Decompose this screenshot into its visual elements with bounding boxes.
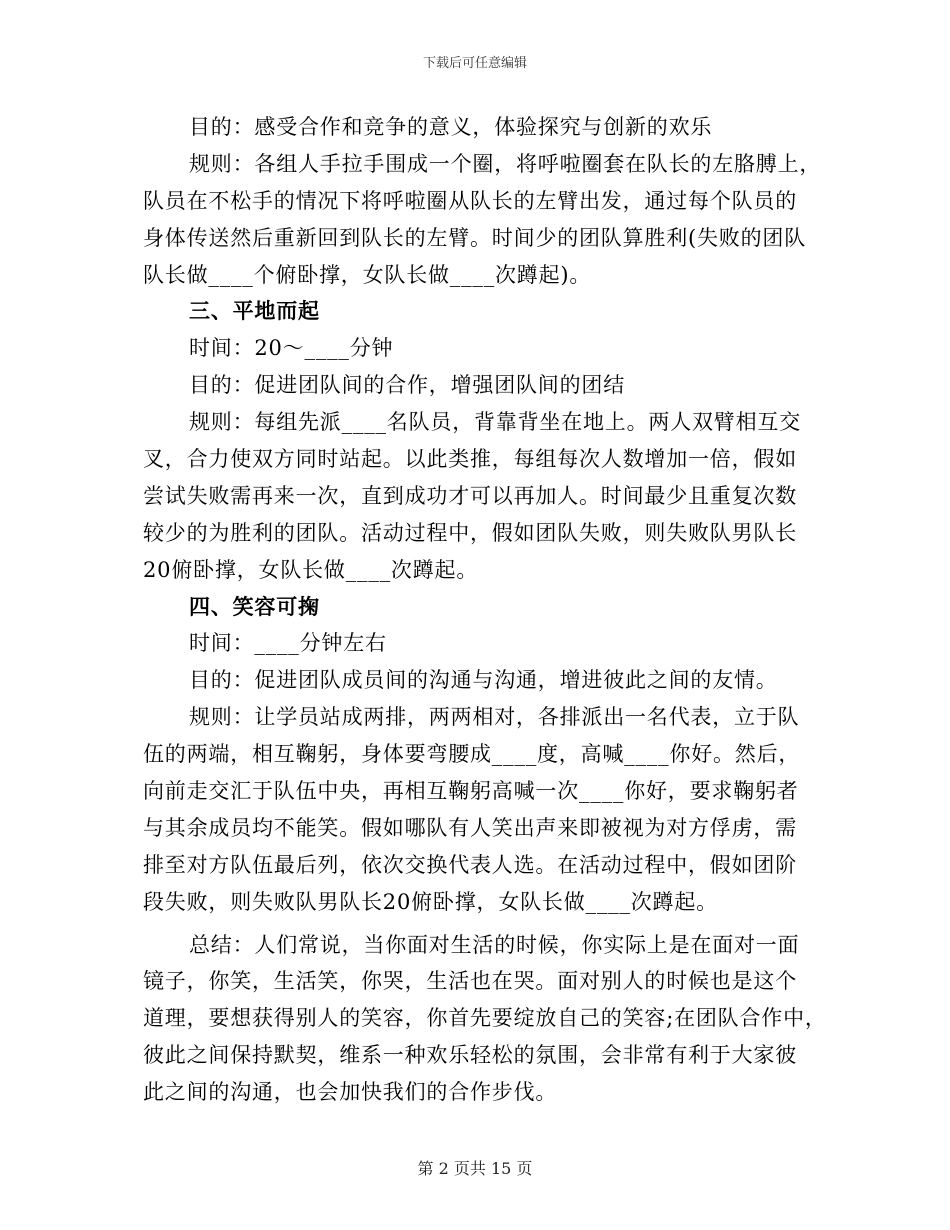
paragraph-rule-line: 段失败，则失败队男队长20俯卧撑，女队长做____次蹲起。 — [143, 889, 718, 914]
summary-line: 镜子，你笑，生活笑，你哭，生活也在哭。面对别人的时候也是这个 — [143, 969, 797, 994]
paragraph-time-line: 时间：____分钟左右 — [189, 631, 387, 656]
paragraph-rule-line: 规则：各组人手拉手围成一个圈，将呼啦圈套在队长的左胳膊上， — [189, 151, 822, 176]
paragraph-time-line: 时间：20～____分钟 — [189, 336, 394, 361]
summary-line: 彼此之间保持默契，维系一种欢乐轻松的氛围，会非常有利于大家彼 — [143, 1043, 797, 1068]
paragraph-rule-line: 规则：每组先派____名队员，背靠背坐在地上。两人双臂相互交 — [189, 410, 801, 435]
paragraph-rule-line: 规则：让学员站成两排，两两相对，各排派出一名代表，立于队 — [189, 705, 800, 730]
paragraph-rule-line: 队员在不松手的情况下将呼啦圈从队长的左臂出发，通过每个队员的 — [143, 188, 797, 213]
paragraph-rule-line: 叉，合力使双方同时站起。以此类推，每组每次人数增加一倍，假如 — [143, 447, 797, 472]
paragraph-purpose-line: 目的：促进团队间的合作，增强团队间的团结 — [189, 373, 625, 398]
paragraph-rule-line: 较少的为胜利的团队。活动过程中，假如团队失败，则失败队男队长 — [143, 520, 797, 545]
document-body — [143, 109, 827, 1111]
page-header: 下载后可任意编辑 — [422, 56, 527, 71]
paragraph-rule-line: 尝试失败需再来一次，直到成功才可以再加人。时间最少且重复次数 — [143, 483, 797, 508]
page-footer: 第 2 页共 15 页 — [417, 1159, 533, 1178]
paragraph-rule-line: 队长做____个俯卧撑，女队长做____次蹲起)。 — [143, 262, 592, 287]
paragraph-rule-line: 与其余成员均不能笑。假如哪队有人笑出声来即被视为对方俘虏，需 — [143, 815, 797, 840]
paragraph-rule-line: 向前走交汇于队伍中央，再相互鞠躬高喊一次____你好，要求鞠躬者 — [143, 779, 799, 804]
paragraph-rule-line: 20俯卧撑，女队长做____次蹲起。 — [143, 557, 479, 582]
paragraph-rule-line: 伍的两端，相互鞠躬，身体要弯腰成____度，高喊____你好。然后， — [143, 742, 801, 767]
paragraph-purpose-line: 目的：促进团队成员间的沟通与沟通，增进彼此之间的友情。 — [189, 668, 778, 693]
summary-line: 总结：人们常说，当你面对生活的时候，你实际上是在面对一面 — [189, 932, 800, 957]
summary-line: 此之间的沟通，也会加快我们的合作步伐。 — [143, 1080, 558, 1105]
section-heading-3: 三、平地而起 — [189, 298, 320, 324]
summary-line: 道理，要想获得别人的笑容，你首先要绽放自己的笑容;在团队合作中， — [143, 1006, 827, 1031]
paragraph-purpose-line: 目的：感受合作和竞争的意义，体验探究与创新的欢乐 — [189, 115, 713, 139]
section-heading-4: 四、笑容可掬 — [189, 593, 320, 619]
paragraph-rule-line: 身体传送然后重新回到队长的左臂。时间少的团队算胜利(失败的团队 — [143, 225, 806, 250]
paragraph-rule-line: 排至对方队伍最后列，依次交换代表人选。在活动过程中，假如团阶 — [143, 852, 797, 877]
